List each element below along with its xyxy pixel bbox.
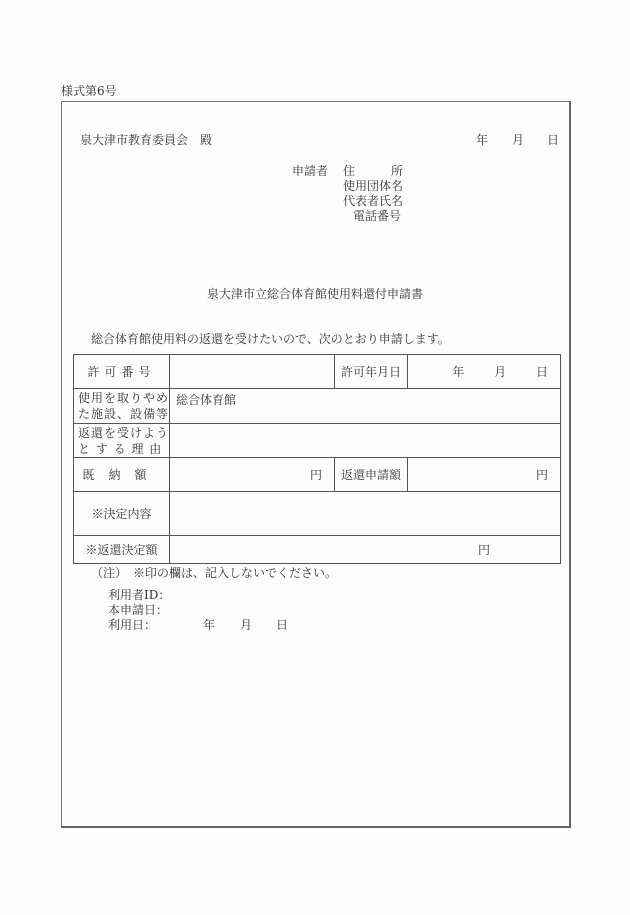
refund-request-label: 返還申請額 <box>335 458 408 492</box>
refund-request-field[interactable] <box>408 458 561 492</box>
usage-date-year: 年 <box>203 618 216 632</box>
permit-date-label: 許可年月日 <box>335 355 408 389</box>
table-row-amounts <box>74 458 561 492</box>
applicant-phone-label: 電話番号 <box>353 209 402 223</box>
facility-label-line1: 使用を取りやめ <box>78 391 170 405</box>
refund-form-table <box>73 354 561 564</box>
decided-amount-label: ※返還決定額 <box>74 536 170 564</box>
table-row-decision <box>74 492 561 536</box>
table-row-decided-amount <box>74 536 561 564</box>
table-row-permit <box>74 355 561 389</box>
applicant-representative-label: 代表者氏名 <box>343 194 404 208</box>
decided-amount-unit: 円 <box>478 542 491 557</box>
decided-amount-field[interactable] <box>170 536 561 564</box>
reason-field[interactable] <box>170 424 561 458</box>
decision-label: ※決定内容 <box>74 492 170 536</box>
reason-label-line1: 返還を受けよう <box>78 425 170 440</box>
reason-label <box>74 424 170 458</box>
paid-amount-unit: 円 <box>309 467 322 482</box>
header-date-month: 月 <box>512 133 525 147</box>
form-number: 様式第6号 <box>61 84 117 98</box>
user-id-label: 利用者ID： <box>108 588 171 602</box>
applicant-label: 申請者 <box>292 164 329 178</box>
paid-amount-field[interactable] <box>170 458 335 492</box>
applicant-group-label: 使用団体名 <box>343 179 404 193</box>
application-date-label: 本申請日： <box>108 603 169 617</box>
document-title: 泉大津市立総合体育館使用料還付申請書 <box>206 287 423 301</box>
table-row-facility <box>74 389 561 424</box>
permit-number-field[interactable] <box>170 355 335 389</box>
permit-date-day: 日 <box>535 364 548 379</box>
permit-date-field[interactable] <box>408 355 561 389</box>
refund-request-unit: 円 <box>535 467 548 482</box>
facility-field[interactable]: 総合体育館 <box>170 389 561 424</box>
table-row-reason <box>74 424 561 458</box>
facility-label <box>74 389 170 424</box>
usage-date-day: 日 <box>276 618 289 632</box>
permit-date-month: 月 <box>494 364 507 379</box>
decision-field[interactable] <box>170 492 561 536</box>
usage-date-month: 月 <box>240 618 253 632</box>
header-date-day: 日 <box>547 133 560 147</box>
permit-number-label: 許可番号 <box>74 355 170 389</box>
facility-label-line2: た施設、設備等 <box>78 407 170 421</box>
header-date-year: 年 <box>476 133 489 147</box>
addressee: 泉大津市教育委員会 殿 <box>80 133 213 147</box>
usage-date-label: 利用日： <box>108 618 157 632</box>
note-text: （注） ※印の欄は、記入しないでください。 <box>91 566 338 580</box>
intro-text: 総合体育館使用料の返還を受けたいので、次のとおり申請します。 <box>91 332 450 346</box>
applicant-address-label: 住 所 <box>343 164 404 178</box>
permit-date-year: 年 <box>452 364 465 379</box>
paid-amount-label: 既納額 <box>74 458 170 492</box>
reason-label-line2: と す る 理 由 <box>78 441 163 456</box>
